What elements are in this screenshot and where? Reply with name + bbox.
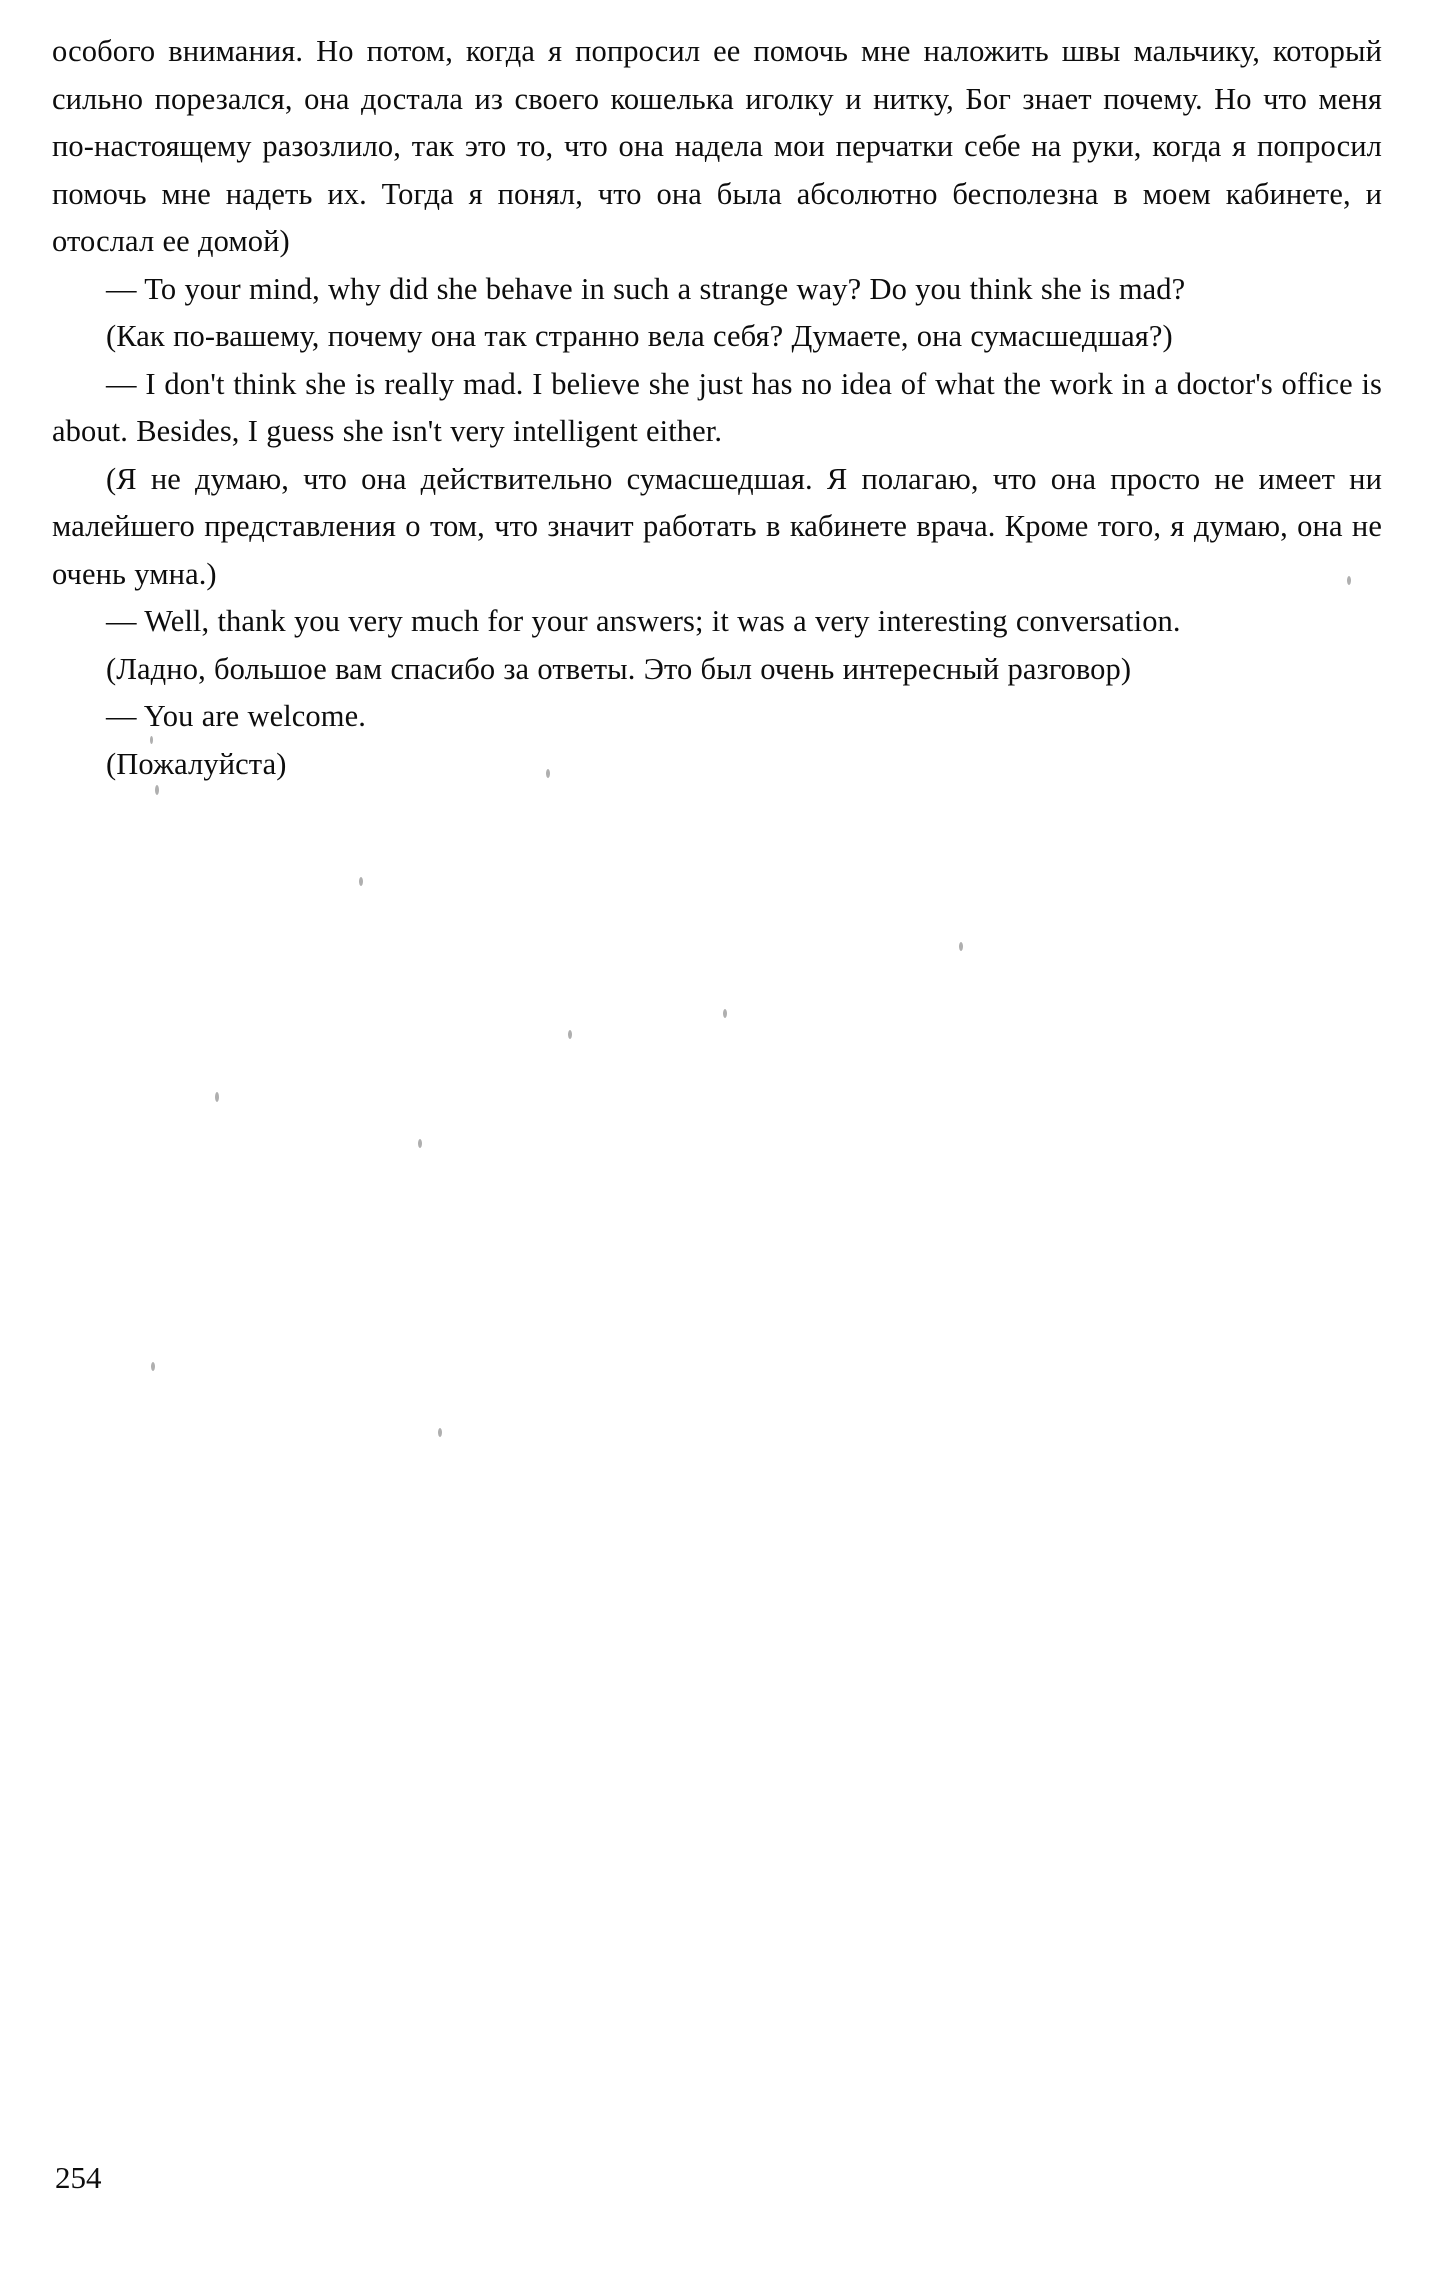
scan-speck: [959, 942, 963, 951]
paragraph: (Пожалуйста): [106, 746, 287, 781]
paragraph: (Как по-вашему, почему она так странно вела себя? Думаете, она сумасшедшая?): [106, 319, 1173, 353]
paragraph: особого внимания. Но потом, когда я попросил ее помочь мне наложить швы мальчику, который сильно порезался, она достала из своего кошелька иголку и нитку, Бог знает почему. Но что меня по-настоящему разозлило, так это то, что она надела мои перчатки себе на руки, когда я попросил помочь мне надеть их. Тогда я понял, что она была абсолютно бесполезна в моем кабинете, и отослал ее домой): [52, 34, 1382, 258]
scan-speck: [546, 769, 550, 778]
scan-speck: [418, 1139, 422, 1148]
paragraph: (Ладно, большое вам спасибо за ответы. Это был очень интересный разговор): [106, 651, 1132, 686]
scan-speck: [151, 1362, 155, 1371]
scan-speck: [215, 1092, 219, 1102]
scan-speck: [438, 1428, 442, 1437]
paragraph: — You are welcome.: [106, 699, 366, 733]
paragraph: (Я не думаю, что она действительно сумасшедшая. Я полагаю, что она просто не имеет ни малейшего представления о том, что значит работать в кабинете врача. Кроме того, я думаю, она не очень умна.): [52, 461, 1382, 591]
paragraph: — Well, thank you very much for your answers; it was a very interesting conversation.: [106, 604, 1181, 638]
paragraph: — I don't think she is really mad. I believe she just has no idea of what the work in a doctor's office is about. Besides, I guess she isn't very intelligent either.: [52, 366, 1382, 448]
body-text: [52, 28, 1382, 788]
scan-speck: [150, 736, 153, 744]
paragraph: — To your mind, why did she behave in such a strange way? Do you think she is mad?: [106, 271, 1186, 306]
scan-speck: [155, 785, 159, 795]
scan-speck: [359, 877, 363, 886]
page-number: 254: [55, 2160, 102, 2195]
scan-speck: [723, 1009, 727, 1018]
scan-speck: [568, 1030, 572, 1039]
scan-speck: [1347, 576, 1351, 585]
